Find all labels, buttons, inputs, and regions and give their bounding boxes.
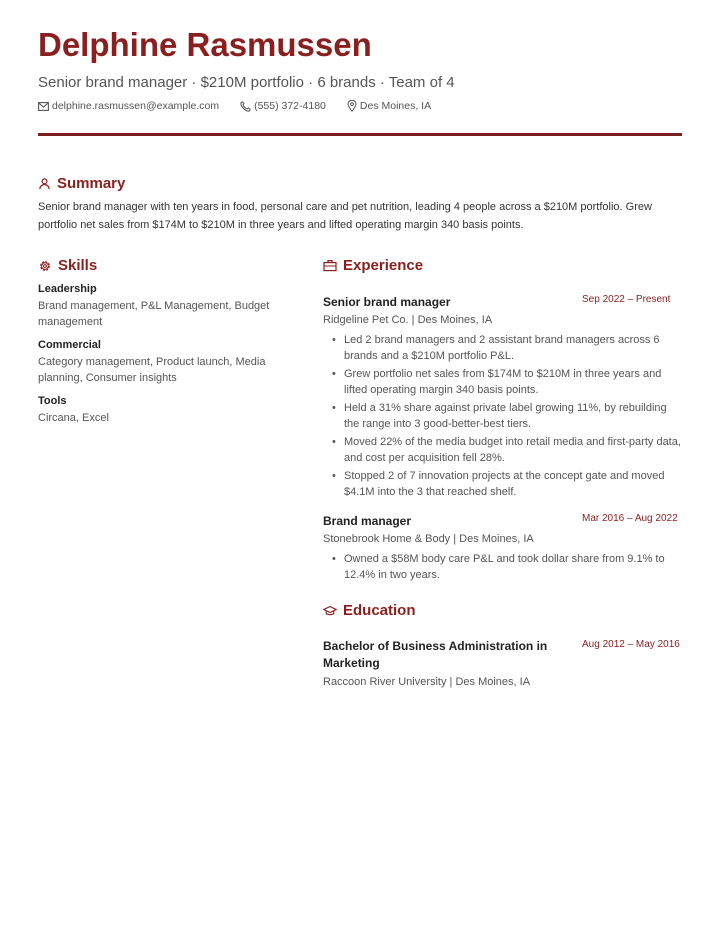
phone-text: (555) 372-4180 bbox=[254, 100, 326, 112]
job-entry bbox=[323, 513, 683, 586]
email-text: delphine.rasmussen@example.com bbox=[52, 100, 220, 112]
skill-items: Circana, Excel bbox=[38, 412, 109, 424]
education-entry bbox=[323, 638, 683, 689]
skill-category: Leadership bbox=[38, 283, 97, 295]
job-entry bbox=[323, 294, 683, 503]
graduation-cap-icon bbox=[323, 605, 337, 617]
briefcase-icon bbox=[323, 259, 337, 272]
mail-icon bbox=[38, 102, 49, 111]
job-date: Mar 2016 – Aug 2022 bbox=[582, 513, 678, 524]
skill-group bbox=[38, 393, 288, 426]
education-heading bbox=[323, 602, 416, 619]
phone-icon bbox=[240, 101, 251, 112]
experience-title: Experience bbox=[343, 257, 424, 274]
job-bullet: • Stopped 2 of 7 innovation projects at the concept gate and moved $4.1M into the 3 that reached shelf. bbox=[323, 469, 683, 500]
job-date: Sep 2022 – Present bbox=[582, 294, 671, 305]
job-bullets bbox=[323, 552, 683, 583]
education-title: Education bbox=[343, 602, 416, 619]
location-text: Des Moines, IA bbox=[359, 100, 432, 112]
person-icon bbox=[38, 177, 51, 190]
header-divider bbox=[38, 133, 682, 136]
contact-phone[interactable] bbox=[240, 100, 326, 112]
job-bullet: • Owned a $58M body care P&L and took dollar share from 9.1% to 12.4% in two years. bbox=[323, 552, 683, 583]
gear-icon bbox=[38, 259, 52, 273]
contact-row bbox=[38, 100, 452, 112]
skill-group bbox=[38, 281, 288, 330]
degree-title: Bachelor of Business Administration in Marketing bbox=[323, 639, 548, 670]
summary-heading bbox=[38, 175, 125, 192]
job-title: Senior brand manager bbox=[323, 295, 451, 309]
skill-items: Category management, Product launch, Media planning, Consumer insights bbox=[38, 356, 266, 384]
candidate-name: Delphine Rasmussen bbox=[38, 26, 372, 63]
contact-email[interactable] bbox=[38, 100, 219, 112]
skills-list bbox=[38, 281, 288, 433]
skill-category: Tools bbox=[38, 395, 67, 407]
job-bullet: • Held a 31% share against private label growing 11%, by rebuilding the range into 3 good-better-best tiers. bbox=[323, 401, 683, 432]
education-org: Raccoon River University | Des Moines, IA bbox=[323, 676, 531, 688]
skill-items: Brand management, P&L Management, Budget management bbox=[38, 300, 270, 328]
job-bullet: • Led 2 brand managers and 2 assistant brand managers across 6 brands and a $210M portfolio P&L. bbox=[323, 333, 683, 364]
summary-title: Summary bbox=[57, 175, 126, 192]
headline: Senior brand manager · $210M portfolio · 6 brands · Team of 4 bbox=[38, 74, 455, 91]
skill-category: Commercial bbox=[38, 339, 101, 351]
skills-heading bbox=[38, 257, 97, 274]
job-bullets bbox=[323, 333, 683, 500]
job-org: Stonebrook Home & Body | Des Moines, IA bbox=[323, 533, 534, 545]
location-pin-icon bbox=[347, 100, 357, 112]
job-bullet: • Moved 22% of the media budget into retail media and first-party data, and cost per acquisition fell 28%. bbox=[323, 435, 683, 466]
job-org: Ridgeline Pet Co. | Des Moines, IA bbox=[323, 314, 493, 326]
job-title: Brand manager bbox=[323, 514, 412, 528]
skills-title: Skills bbox=[58, 257, 98, 274]
job-bullet: • Grew portfolio net sales from $174M to $210M in three years and lifted operating margin 340 basis points. bbox=[323, 367, 683, 398]
contact-location bbox=[347, 100, 431, 112]
education-date: Aug 2012 – May 2016 bbox=[582, 639, 680, 650]
summary-text: Senior brand manager with ten years in food, personal care and pet nutrition, leading 4 people across a $210M portfolio. Grew portfolio net sales from $174M to $210M in three years and lifted operating margin 340 basis points. bbox=[38, 201, 652, 231]
experience-heading bbox=[323, 257, 423, 274]
skill-group bbox=[38, 337, 288, 386]
